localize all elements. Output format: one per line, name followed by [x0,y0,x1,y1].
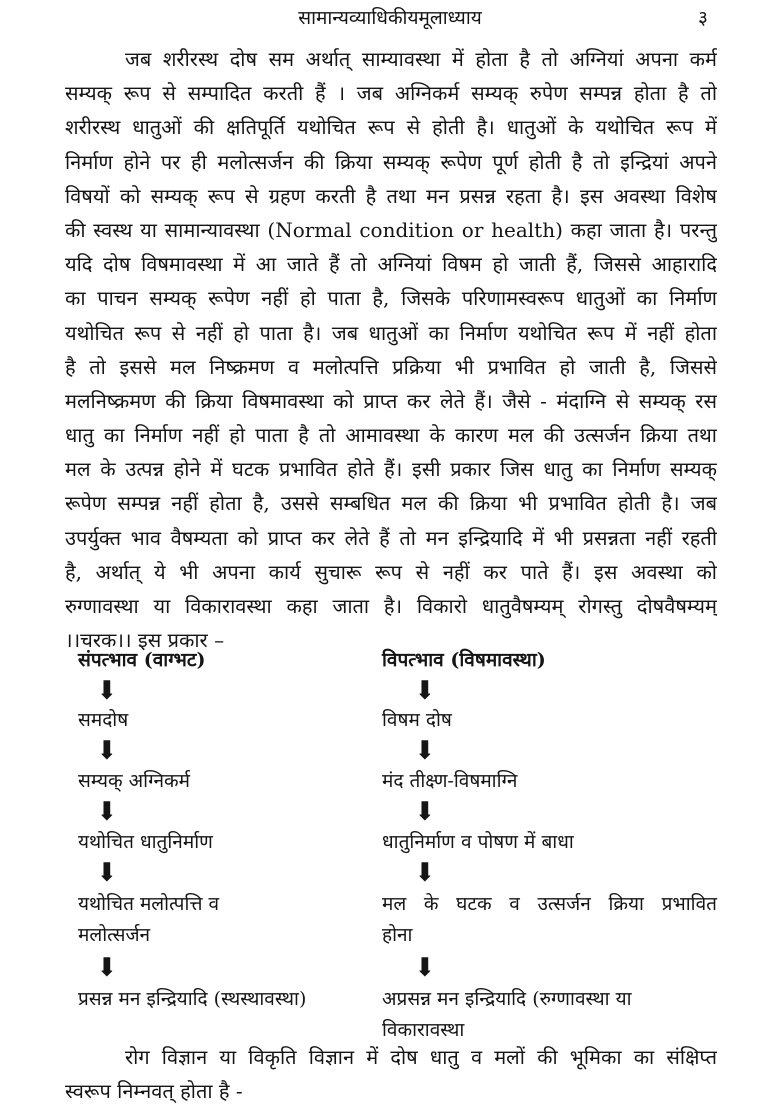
text-line: निर्माण होने पर ही मलोत्सर्जन की क्रिया सम्यक् रूपेण पूर्ण होती है तो इन्द्रियां अपने [65,149,717,174]
text-line: धातु का निर्माण नहीं हो पाता है तो आमावस्था के कारण मल की उत्सर्जन क्रिया तथा [65,423,717,448]
text-line: जब शरीरस्थ दोष सम अर्थात् साम्यावस्था में होता है तो अग्नियां अपना कर्म [125,47,717,71]
flow-right-step: मंद तीक्ष्ण-विषमाग्नि [382,770,518,792]
down-arrow-icon: ⬇ [96,953,118,983]
running-header: सामान्यव्याधिकीयमूलाध्याय [298,7,482,29]
flow-right-step: विषम दोष [382,709,452,731]
flow-right-step: होना [382,924,413,946]
text-line: का पाचन सम्यक् रूपेण नहीं हो पाता है, जिसके परिणामस्वरूप धातुओं का निर्माण [65,286,717,311]
flow-left-step: प्रसन्न मन इन्द्रियादि (स्थस्थावस्था) [78,988,307,1010]
flow-right-step: अप्रसन्न मन इन्द्रियादि (रुग्णावस्था या [382,988,632,1010]
text-line: यथोचित रूप से नहीं हो पाता है। जब धातुओं का निर्माण यथोचित रूप में नहीं होता [65,320,717,345]
flow-right-step: विकारावस्था [382,1019,465,1041]
text-line: मलनिष्क्रमण की क्रिया विषमावस्था को प्राप्त कर लेते हैं। जैसे - मंदाग्नि से सम्यक् रस [65,388,717,413]
flow-left-step: यथोचित धातुनिर्माण [78,831,213,853]
flow-left-heading: संपत्भाव (वाग्भट) [78,649,206,671]
text-line: रुग्णावस्था या विकारावस्था कहा जाता है। विकारो धातुवैषम्यम् रोगस्तु दोषवैषम्यम् [65,594,717,618]
down-arrow-icon: ⬇ [96,797,118,827]
down-arrow-icon: ⬇ [414,736,436,766]
text-line: रूपेण सम्पन्न नहीं होता है, उससे सम्बधित मल की क्रिया भी प्रभावित होती है। जब [65,491,717,516]
flow-right-step: धातुनिर्माण व पोषण में बाधा [382,831,574,853]
text-line: सम्यक् रूप से सम्पादित करती हैं । जब अग्निकर्म सम्यक् रुपेण सम्पन्न होता है तो [65,81,717,106]
page-number: ३ [698,7,708,29]
down-arrow-icon: ⬇ [414,858,436,888]
flow-right-heading: विपत्भाव (विषमावस्था) [382,649,546,671]
flow-left-step: यथोचित मलोत्पत्ति व [78,893,220,915]
down-arrow-icon: ⬇ [414,797,436,827]
down-arrow-icon: ⬇ [414,953,436,983]
text-line: यदि दोष विषमावस्था में आ जाते हैं तो अग्नियां विषम हो जाती हैं, जिससे आहारादि [65,252,717,277]
text-line: है तो इससे मल निष्क्रमण व मलोत्पत्ति प्रक्रिया भी प्रभावित हो जाती है, जिससे [65,354,717,379]
text-line: की स्वस्थ या सामान्यावस्था (Normal condition or health) कहा जाता है। परन्तु [65,217,717,242]
flow-left-step: सम्यक् अग्निकर्म [78,770,190,792]
down-arrow-icon: ⬇ [96,736,118,766]
text-line: मल के उत्पन्न होने में घटक प्रभावित होते हैं। इसी प्रकार जिस धातु का निर्माण सम्यक् [65,457,717,482]
flow-left-step: मलोत्सर्जन [78,924,151,946]
text-line: शरीरस्थ धातुओं की क्षतिपूर्ति यथोचित रूप से होती है। धातुओं के यथोचित रूप में [65,115,717,140]
down-arrow-icon: ⬇ [96,858,118,888]
body-paragraph [65,42,717,657]
flow-right-step: मल के घटक व उत्सर्जन क्रिया प्रभावित [382,893,717,915]
closing-paragraph [65,1040,717,1108]
text-line: विषयों को सम्यक् रूप से ग्रहण करती है तथा मन प्रसन्न रहता है। इस अवस्था विशेष [65,183,717,208]
text-line: रोग विज्ञान या विकृति विज्ञान में दोष धातु व मलों की भूमिका का संक्षिप्त [125,1045,717,1069]
down-arrow-icon: ⬇ [96,676,118,706]
flow-left-step: समदोष [78,709,129,731]
text-line: है, अर्थात् ये भी अपना कार्य सुचारू रूप से नहीं कर पाते हैं। इस अवस्था को [65,559,717,584]
text-line: उपर्युक्त भाव वैषम्यता को प्राप्त कर लेते हैं तो मन इन्द्रियादि में भी प्रसन्नता नहीं रहती [65,525,717,550]
text-line: ।।चरक।। इस प्रकार – [65,628,225,653]
text-line: स्वरूप निम्नवत् होता है - [65,1079,243,1104]
down-arrow-icon: ⬇ [414,676,436,706]
